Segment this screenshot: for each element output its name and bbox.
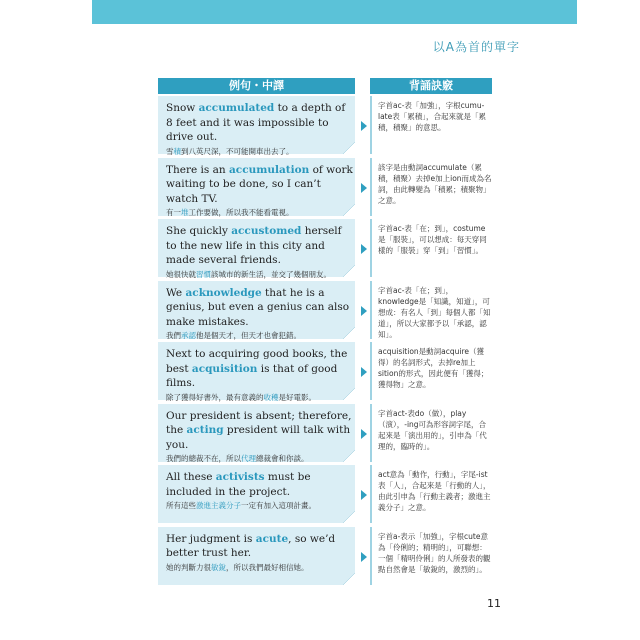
example-box [158,404,355,462]
memory-tip-box [370,404,494,462]
example-box [158,342,355,400]
vocab-word: acute [255,532,289,545]
translated-word: 激進主義分子 [196,501,241,510]
vocab-word: accumulated [198,102,275,114]
chinese-translation: 她的判斷力很敏銳，所以我們最好相信她。 [166,562,309,572]
chinese-translation: 有一堆工作要做，所以我不能看電視。 [166,208,294,217]
vocab-row [0,527,640,585]
vocab-row [0,281,640,339]
memory-tip-text: 字首a-表示「加強」，字根cute意為「伶俐的；精明的」，可聯想：一個「精明伶俐」的人所發表的觀點自然會是「敏銳的，激烈的」。 [378,531,491,574]
example-sentence: Our president is absent; therefore, the acting president will talk with you. [166,409,352,451]
column-header-examples: 例句・中譯 [158,78,355,94]
vocab-row [0,219,640,277]
memory-tip-text: 字首ac-表「在；到」，knowledge是「知識，知道」，可想成：有名人「到」每個人都「知道」，所以大家都予以「承認，認知」。 [378,285,491,339]
page-fold-corner [343,573,355,585]
chinese-translation: 我們的總裁不在，所以代理總裁會和你談。 [166,454,309,463]
example-sentence: There is an accumulation of work waiting to be done, so I can’t watch TV. [166,163,353,205]
page-number: 11 [487,597,501,610]
translated-word: 敏銳 [211,562,226,572]
example-sentence: Snow accumulated to a depth of 8 feet and it was impossible to drive out. [166,102,346,143]
memory-tip-text: 字首ac-表「在；到」，costume是「服裝」，可以想成：每天穿同樣的「服裝」穿「到」「習慣」。 [378,224,487,255]
page-fold-corner [343,511,355,523]
example-box [158,281,355,339]
example-sentence: Next to acquiring good books, the best acquisition is that of good films. [166,348,348,389]
memory-tip-text: acquisition是動詞acquire（獲得）的名詞形式，去掉re加上sition的形式，因此便有「獲得；獲得物」之意。 [378,347,489,389]
vocab-word: accustomed [231,225,302,237]
page-fold-corner [343,142,355,154]
arrow-right-icon [361,183,367,193]
arrow-right-icon [361,552,367,562]
page-fold-corner [343,450,355,462]
vocab-row [0,158,640,216]
memory-tip-box [370,465,494,523]
memory-tip-box [370,96,494,154]
example-box [158,96,355,154]
memory-tip-box [370,158,494,216]
translated-word: 收穫 [263,392,279,402]
chinese-translation: 雪積到八英尺深，不可能開車出去了。 [166,146,294,156]
page-fold-corner [343,204,355,216]
arrow-right-icon [361,121,367,131]
translated-word: 堆 [181,208,189,217]
page-fold-corner [343,388,355,400]
translated-word: 習慣 [196,269,211,279]
memory-tip-box [370,281,494,339]
memory-tip-box [370,527,494,585]
memory-tip-box [370,219,494,277]
vocab-row [0,96,640,154]
translated-word: 承認 [181,331,196,340]
translated-word: 積 [173,146,181,156]
chinese-translation: 所有這些激進主義分子一定有加入這項計畫。 [166,501,316,510]
chinese-translation: 她很快就習慣該城市的新生活，並交了幾個朋友。 [166,269,331,279]
example-box [158,158,355,216]
chinese-translation: 我們承認他是個天才，但天才也會犯錯。 [166,331,301,340]
memory-tip-text: 字首act-表do（做），play（演），-ing可為形容詞字尾，合起來是「演出用的」，引申為「代理的，臨時的」。 [378,408,487,451]
example-sentence: Her judgment is acute, so we’d better trust her. [166,532,336,559]
example-box [158,527,355,585]
example-box [158,219,355,277]
chinese-translation: 除了獲得好書外，最有意義的收穫是好電影。 [166,392,316,402]
page-fold-corner [343,265,355,277]
memory-tip-box [370,342,494,400]
section-title: 以A為首的單字 [432,40,520,54]
vocab-word: accumulation [229,163,310,176]
vocab-row [0,465,640,523]
arrow-right-icon [361,429,367,439]
vocab-word: activists [215,471,265,483]
column-header-tips: 背誦訣竅 [370,78,492,94]
vocab-row [0,404,640,462]
top-color-band [92,0,577,24]
arrow-right-icon [361,306,367,316]
example-sentence: We acknowledge that he is a genius, but even a genius can also make mistakes. [166,286,350,328]
example-sentence: She quickly accustomed herself to the new life in this city and made several friends. [166,225,342,266]
vocab-word: acknowledge [185,286,262,299]
example-box [158,465,355,523]
memory-tip-text: act意為「動作，行動」，字尾-ist表「人」，合起來是「行動的人」，由此引申為「行動主義者；激進主義分子」之意。 [378,470,491,512]
memory-tip-text: 該字是由動詞accumulate（累積，積聚）去掉e加上ion而成為名詞，由此轉變為「積累；積聚物」之意。 [378,162,492,205]
vocab-word: acquisition [191,362,258,375]
memory-tip-text: 字首ac-表「加強」，字根cumu-late表「累積」，合起來就是「累積，積聚」的意思。 [378,101,486,132]
arrow-right-icon [361,244,367,254]
page-fold-corner [343,327,355,339]
arrow-right-icon [361,367,367,377]
arrow-right-icon [361,490,367,500]
vocab-row [0,342,640,400]
example-sentence: All these activists must be included in the project. [166,471,311,498]
translated-word: 代理 [241,454,256,463]
vocab-word: acting [186,424,224,436]
